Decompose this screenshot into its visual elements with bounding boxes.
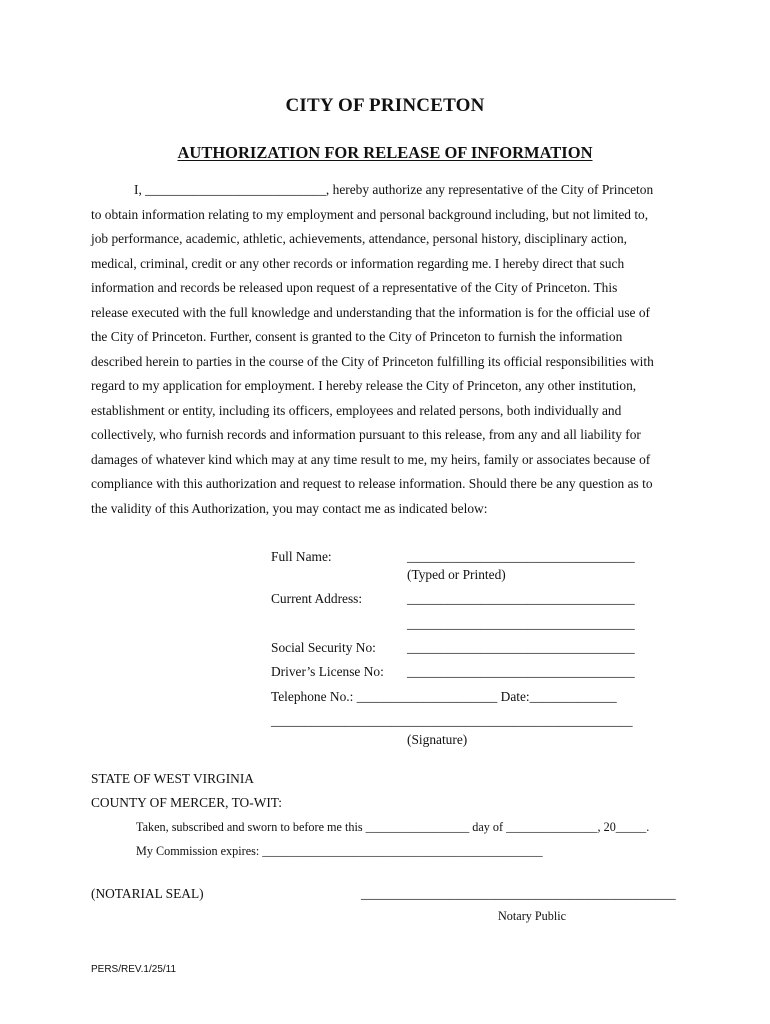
drivers-license-field[interactable]: __________________________________ [407,664,635,679]
current-address-field-line-1[interactable]: __________________________________ [407,591,635,606]
body-line: collectively, who furnish records and information pursuant to this release, from any and all liability for [91,427,641,442]
body-line: release executed with the full knowledge and understanding that the information is for the official use of [91,305,651,320]
body-line: information and records be released upon request of a representative of the City of Princeton. This [91,280,618,295]
signature-note: (Signature) [407,732,468,747]
body-line: the City of Princeton. Further, consent is granted to the City of Princeton to furnish the information [91,329,623,344]
drivers-license-label: Driver’s License No: [271,664,384,679]
body-line: compliance with this authorization and request to release information. Should there be any question as to [91,476,653,491]
document-subtitle: AUTHORIZATION FOR RELEASE OF INFORMATION [177,143,593,162]
full-name-label: Full Name: [271,549,332,564]
state-heading: STATE OF WEST VIRGINIA [91,771,254,786]
notary-public-label: Notary Public [498,909,567,923]
notarial-seal-label: (NOTARIAL SEAL) [91,886,204,901]
full-name-field[interactable]: __________________________________ [407,549,635,564]
full-name-note: (Typed or Printed) [407,567,506,582]
body-line: the validity of this Authorization, you may contact me as indicated below: [91,501,488,516]
body-line: medical, criminal, credit or any other records or information regarding me. I hereby direct that such [91,256,625,271]
current-address-label: Current Address: [271,591,363,606]
body-line: to obtain information relating to my employment and personal background including, but not limited to, [91,207,649,222]
notary-signature-field[interactable]: _______________________________________________ [361,886,676,901]
county-heading: COUNTY OF MERCER, TO-WIT: [91,795,283,810]
revision-code: PERS/REV.1/25/11 [91,964,177,975]
body-line: described herein to parties in the course of the City of Princeton fulfilling its official responsibilities with [91,354,654,369]
body-line: I, ___________________________, hereby authorize any representative of the City of Princeton [134,182,654,197]
body-line: job performance, academic, athletic, achievements, attendance, personal history, disciplinary action, [91,231,628,246]
body-line: damages of whatever kind which may at any time result to me, my heirs, family or associates because of [91,452,651,467]
commission-expires-line[interactable]: My Commission expires: ______________________________________________ [136,844,543,858]
social-security-field[interactable]: __________________________________ [407,640,635,655]
sworn-line[interactable]: Taken, subscribed and sworn to before me this _________________ day of _______________, 20_____. [136,820,650,834]
social-security-label: Social Security No: [271,640,376,655]
document-title: CITY OF PRINCETON [285,95,485,116]
body-line: establishment or entity, including its officers, employees and related persons, both individually and [91,403,622,418]
body-line: regard to my application for employment. I hereby release the City of Princeton, any other institution, [91,378,637,393]
current-address-field-line-2[interactable]: __________________________________ [407,616,635,631]
telephone-date-line[interactable]: Telephone No.: _____________________ Date:_____________ [271,689,617,704]
signature-field[interactable]: ______________________________________________________ [271,713,633,728]
